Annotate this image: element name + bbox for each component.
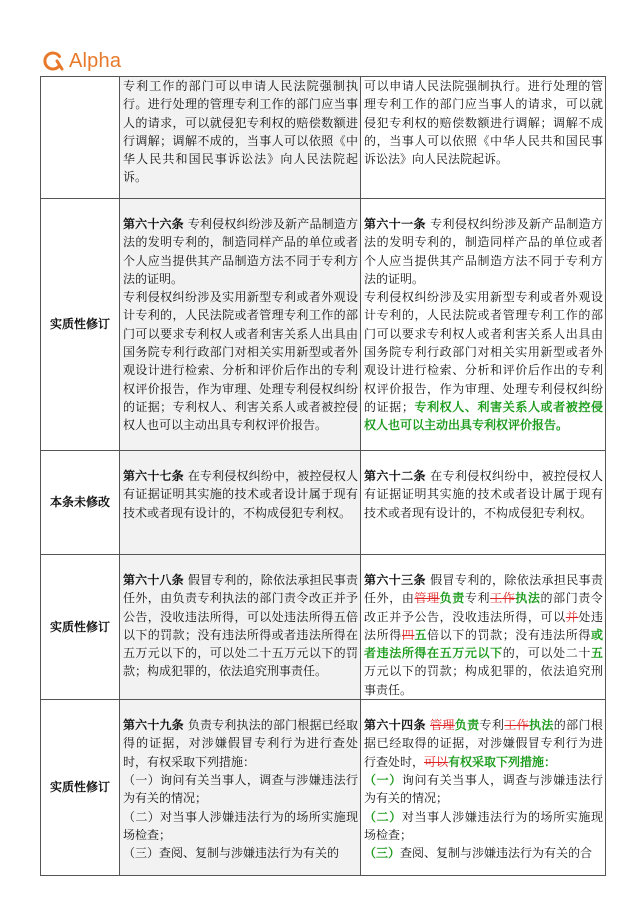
added-text: 执法 [529, 718, 554, 733]
old-paragraph: 专利侵权纠纷涉及实用新型专利或者外观设计专利的，人民法院或者管理专利工作的部门可以要求专利权人或者利害关系人出具由国务院专利行政部门对相关实用新型或者外观设计进行检索、分析和评价后作出的专利权评价报告，作为审理、处理专利侵权纠纷的证据；专利权人、利害关系人或者被控侵权人也可以主动出具专利权评价报告。 [123, 290, 358, 433]
article-text: 专利 [464, 591, 491, 606]
old-text: 专利工作的部门可以申请人民法院强制执行。进行处理的管理专利工作的部门应当事人的请求，可以就侵犯专利权的赔偿数额进行调解；调解不成的，当事人可以依照《中华人民共和国民事诉讼法》向人民法院起诉。 [123, 79, 358, 185]
old-text-cell [120, 77, 361, 199]
article-number: 第六十六条 [123, 217, 184, 231]
deleted-text: 工作 [490, 591, 516, 606]
new-list-item [364, 808, 603, 845]
deleted-text: 管理 [430, 718, 455, 733]
new-paragraph [364, 288, 603, 434]
deleted-text: 并 [565, 609, 579, 624]
added-text: 有权采取下列措施： [448, 754, 557, 769]
table-row [41, 555, 606, 700]
added-text: （二） [364, 809, 402, 824]
row-label: 实质性修订 [41, 199, 120, 451]
comparison-table [40, 76, 606, 876]
table-row [41, 451, 606, 555]
article-text: 的部门责令改正并予公告，没收违法所得，可以 [364, 591, 603, 624]
old-paragraph [123, 467, 358, 522]
deleted-text: 可以 [424, 754, 449, 769]
old-list-item: （二）对当事人涉嫌违法行为的场所实施现场检查； [123, 809, 358, 842]
new-list-item [364, 844, 603, 862]
new-text: 可以申请人民法院强制执行。进行处理的管理专利工作的部门应当事人的请求，可以就侵犯专利权的赔偿数额进行调解；调解不成的，当事人可以依照《中华人民共和国民事诉讼法》向人民法院起诉。 [364, 79, 603, 167]
alpha-logo-icon [42, 50, 64, 72]
article-text: 假冒专利的，除依法承担民事责任外，由负责专利执法的部门责令改正并予公告，没收违法所得，可以处违法所得五倍以下的罚款；没有违法所得或者违法所得在五万元以下的，可以处二十五万元以下的罚款；构成犯罪的，依法追究刑事责任。 [123, 573, 358, 679]
article-text: 查阅、复制与涉嫌违法行为有关的合 [400, 846, 593, 861]
article-text: 在专利侵权纠纷中，被控侵权人有证据证明其实施的技术或者设计属于现有技术或者现有设计的，不构成侵犯专利权。 [364, 469, 603, 520]
row-label: 实质性修订 [41, 700, 120, 876]
deleted-text: 管理 [414, 591, 440, 606]
article-text: 在专利侵权纠纷中，被控侵权人有证据证明其实施的技术或者设计属于现有技术或者现有设计的，不构成侵犯专利权。 [123, 469, 358, 520]
article-number: 第六十七条 [123, 469, 184, 483]
added-text: 负责 [439, 591, 465, 606]
article-text: 万元以下的罚款；构成犯罪的，依法追究刑事责任。 [364, 664, 603, 697]
article-text: 负责专利执法的部门根据已经取得的证据，对涉嫌假冒专利行为进行查处时，有权采取下列措施： [123, 718, 358, 769]
new-text-cell [361, 451, 606, 555]
article-text: 对当事人涉嫌违法行为的场所实施现场检查； [364, 809, 603, 842]
new-paragraph [364, 571, 603, 699]
added-text: 专利权人、利害关系人或者被控侵权人也可以主动出具专利权评价报告。 [364, 399, 603, 433]
article-number: 第六十三条 [364, 573, 426, 587]
article-text: 的部门根据已经取得的证据，对涉嫌假冒专利行为进行查处时， [364, 718, 603, 769]
article-text: 倍以下的罚款；没有违法所得 [427, 627, 591, 642]
added-text: （一） [364, 772, 402, 787]
old-text-cell [120, 451, 361, 555]
added-text: 执法 [515, 591, 541, 606]
new-paragraph [364, 215, 603, 288]
added-text: 五 [590, 646, 603, 661]
article-text: 专利 [479, 718, 505, 733]
old-list-item: （三）查阅、复制与涉嫌违法行为有关的 [123, 846, 340, 861]
new-paragraph [364, 467, 603, 522]
row-label: 实质性修订 [41, 555, 120, 700]
table-row [41, 199, 606, 451]
new-text-cell [361, 77, 606, 199]
article-text: 专利侵权纠纷涉及新产品制造方法的发明专利的，制造同样产品的单位或者个人应当提供其产品制造方法不同于专利方法的证明。 [123, 217, 358, 286]
article-number: 第六十八条 [123, 573, 184, 587]
logo-text: Alpha [69, 49, 122, 72]
article-number: 第六十一条 [364, 217, 426, 231]
row-label [41, 77, 120, 199]
old-text-cell [120, 555, 361, 700]
deleted-text: 工作 [504, 718, 530, 733]
article-text: 处违法所得 [364, 609, 603, 642]
new-text-cell [361, 700, 606, 876]
added-text: （三） [364, 846, 401, 861]
new-list-item [364, 771, 603, 808]
article-text: 询问有关当事人，调查与涉嫌违法行为有关的情况； [364, 772, 603, 806]
header-logo [42, 48, 121, 74]
article-number: 第六十四条 [364, 718, 426, 733]
article-text: 专利侵权纠纷涉及实用新型专利或者外观设计专利的，人民法院或者管理专利工作的部门可以要求专利权人或者利害关系人出具由国务院专利行政部门对相关实用新型或者外观设计进行检索、分析和评价后作出的专利权评价报告，作为审理、处理专利侵权纠纷的证据； [364, 290, 603, 414]
old-paragraph [123, 215, 358, 288]
old-list-item: （一）询问有关当事人，调查与涉嫌违法行为有关的情况； [123, 772, 358, 806]
new-text-cell [361, 199, 606, 451]
new-text-cell [361, 555, 606, 700]
article-text: 假冒专利的，除依法承担民事责任外，由 [364, 573, 603, 606]
article-text: 专利侵权纠纷涉及新产品制造方法的发明专利的，制造同样产品的单位或者个人应当提供其产品制造方法不同于专利方法的证明。 [364, 217, 603, 286]
article-text: 的，可以处二十 [502, 646, 591, 661]
old-paragraph [123, 571, 358, 681]
row-label: 本条未修改 [41, 451, 120, 555]
new-paragraph [364, 716, 603, 771]
table-row [41, 700, 606, 876]
added-text: 负责 [454, 718, 480, 733]
article-number: 第六十二条 [364, 469, 426, 483]
added-text: 或者违法所得在五万元以下 [364, 627, 603, 661]
added-text: 五 [414, 627, 428, 642]
article-number: 第六十九条 [123, 718, 184, 733]
old-paragraph [123, 716, 358, 771]
old-text-cell [120, 199, 361, 451]
old-text-cell [120, 700, 361, 876]
table-row [41, 77, 606, 199]
deleted-text: 四 [401, 627, 415, 642]
